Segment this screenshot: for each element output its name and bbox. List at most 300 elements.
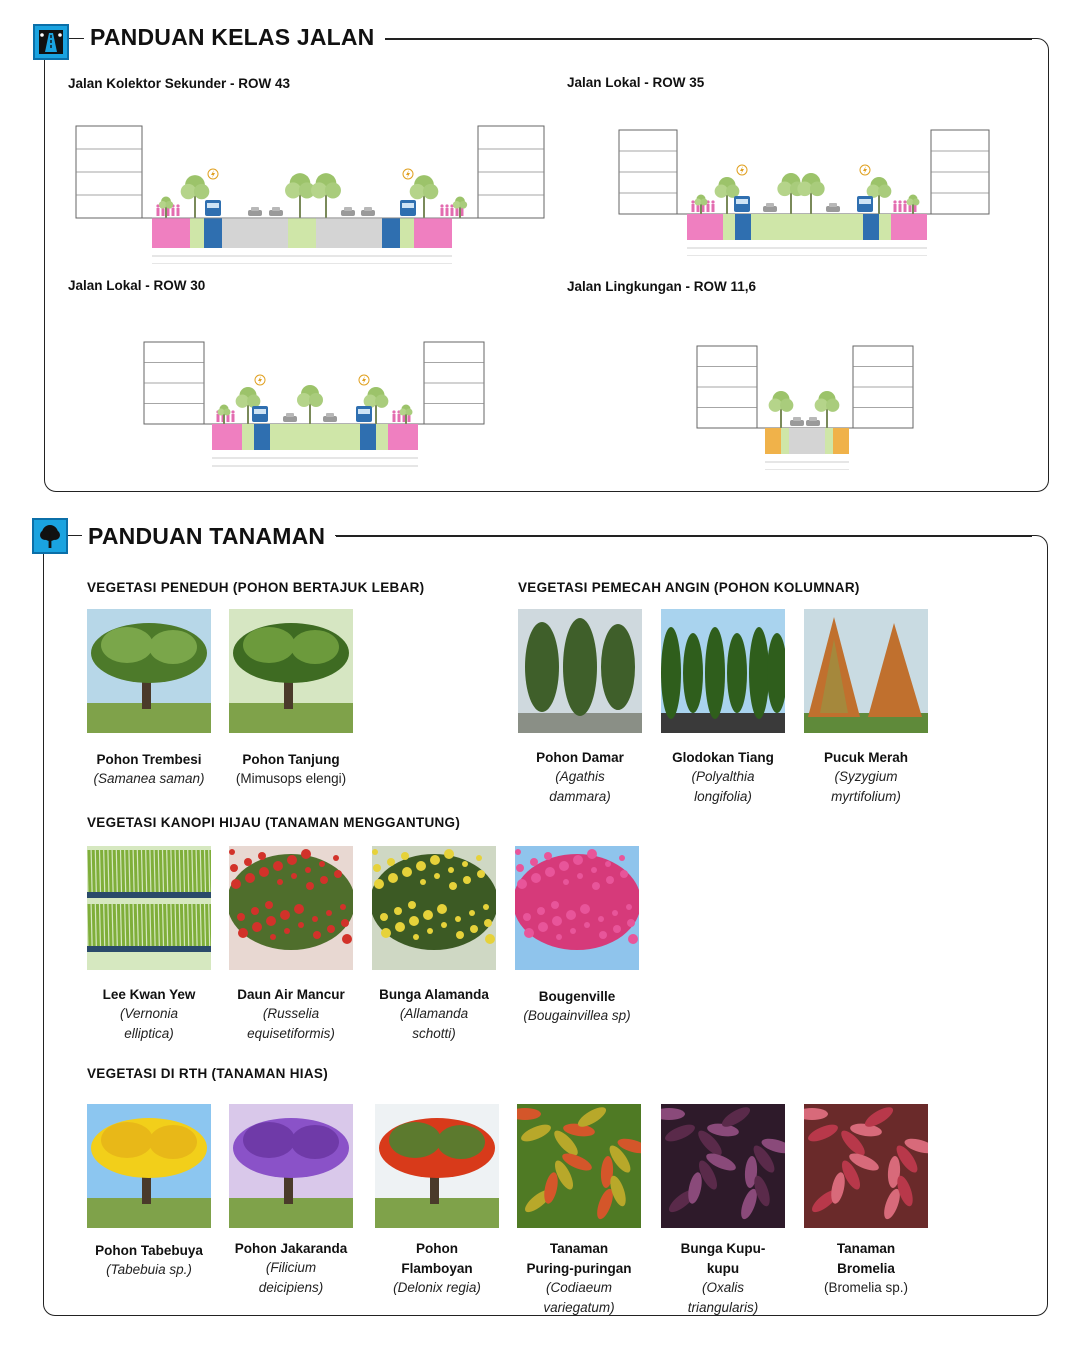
road-guide-title: PANDUAN KELAS JALAN (84, 24, 385, 51)
photo-flower (237, 913, 245, 921)
photo-flower (373, 864, 381, 872)
car-roof (286, 413, 294, 417)
photo-leaf-strand (156, 850, 157, 892)
street-section-row30 (140, 338, 488, 468)
plant-latin-name: (Allamanda (399, 1006, 469, 1021)
photo-flower (515, 849, 521, 855)
tree-crown (769, 399, 782, 412)
photo-flower (437, 904, 447, 914)
pedestrian-head (440, 204, 443, 207)
photo-flower (340, 904, 346, 910)
street-title-4: Jalan Lingkungan - ROW 11,6 (567, 279, 757, 294)
lane-segment (190, 218, 204, 248)
lane-segment (152, 218, 190, 248)
photo-flower (545, 867, 555, 877)
lane-segment (687, 214, 723, 240)
photo-leaf-strand (131, 904, 132, 946)
plant-name: Daun Air Mancur (237, 987, 345, 1002)
plant-latin-name: (Vernonia (119, 1006, 179, 1021)
lane-segment (376, 424, 388, 450)
photo-flower (408, 901, 416, 909)
plant-card-jakaranda (221, 1104, 361, 1298)
photo-flower (605, 861, 611, 867)
photo-leaf-strand (177, 904, 178, 946)
photo-leaf-strand (156, 904, 157, 946)
photo-flower (320, 876, 328, 884)
plant-name: Pucuk Merah (823, 750, 909, 765)
photo-flower (423, 910, 433, 920)
photo-tree (661, 627, 681, 719)
tree-trunk (165, 206, 167, 218)
pedestrian-body (899, 204, 902, 212)
photo-flower (342, 934, 352, 944)
lane-segment (382, 218, 400, 248)
photo-flower (455, 916, 461, 922)
tree-crown (181, 184, 196, 199)
photo-leaf-strand (202, 904, 203, 946)
lane-segment (302, 424, 328, 450)
plant-card-flamboyan (367, 1104, 507, 1298)
tree-crown (459, 201, 467, 209)
plant-card-bougenville (507, 846, 647, 1026)
photo-foliage (515, 854, 639, 950)
plant-name: Lee Kwan Yew (102, 987, 196, 1002)
tree-trunk (299, 193, 301, 218)
plant-photo (87, 846, 211, 970)
car-roof (251, 207, 259, 211)
plant-card-glodokan (653, 609, 793, 807)
plant-card-damar (510, 609, 650, 807)
photo-flower (430, 855, 440, 865)
photo-flower (298, 922, 304, 928)
pedestrian-body (446, 208, 449, 216)
tree-crown (247, 395, 260, 408)
photo-leaf-strand (165, 850, 166, 892)
plant-name: Bougenville (538, 989, 616, 1004)
pedestrian-head (711, 200, 714, 203)
tree-trunk (194, 194, 196, 218)
plant-card-daun-air-mancur (221, 846, 361, 1044)
tree-crown (913, 199, 920, 206)
photo-flower (606, 876, 614, 884)
tree-crown (406, 409, 413, 416)
photo-leaf-strand (148, 850, 149, 892)
lane-segment (270, 424, 302, 450)
car-roof (766, 203, 774, 207)
lane-segment (891, 214, 927, 240)
lane-segment (360, 424, 376, 450)
pedestrian-head (898, 200, 901, 203)
photo-leaf-strand (97, 904, 98, 946)
photo-canopy (243, 627, 295, 663)
photo-flower (441, 922, 447, 928)
photo-flower (381, 928, 391, 938)
photo-leaf-strand (169, 850, 170, 892)
photo-flower (587, 849, 597, 859)
lane-segment (879, 214, 891, 240)
tree-trunk (459, 206, 461, 218)
photo-flower (301, 849, 311, 859)
plant-photo (229, 846, 353, 970)
plant-card-tanjung (221, 609, 361, 789)
tree-trunk (325, 193, 327, 218)
plant-photo (87, 609, 211, 733)
photo-flower (266, 916, 276, 926)
tree-trunk (405, 413, 407, 424)
tree-crown (159, 201, 167, 209)
photo-leaf-strand (110, 850, 111, 892)
photo-flower (559, 861, 569, 871)
road-guide-title-rule (362, 38, 1032, 40)
photo-canopy (291, 630, 339, 664)
pedestrian-body (172, 208, 175, 216)
photo-leaf-strand (198, 904, 199, 946)
plant-latin-name: (Oxalis (701, 1280, 744, 1295)
lane-segment (793, 214, 821, 240)
plant-card-tabebuya (79, 1104, 219, 1280)
photo-flower (470, 925, 478, 933)
lane-segment (254, 424, 270, 450)
tree-crown (410, 184, 425, 199)
ev-bus-window (736, 199, 748, 204)
photo-leaf-strand (123, 850, 124, 892)
photo-leaf-strand (93, 904, 94, 946)
plant-card-bromelia (796, 1104, 936, 1298)
photo-flower (420, 879, 426, 885)
photo-leaf-strand (89, 850, 90, 892)
photo-flower (401, 852, 409, 860)
plant-latin-name: (Russelia (262, 1006, 320, 1021)
photo-flower (319, 861, 325, 867)
lane-segment (821, 214, 863, 240)
plant-name: Flamboyan (401, 1261, 473, 1276)
plant-latin-name: (Delonix regia) (393, 1280, 481, 1295)
lane-segment (751, 214, 793, 240)
plant-latin-name: variegatum) (543, 1300, 615, 1315)
pedestrian-head (903, 200, 906, 203)
plant-name: Pohon Trembesi (96, 752, 202, 767)
photo-planter (87, 892, 211, 898)
photo-leaf-strand (106, 850, 107, 892)
tree-trunk (423, 194, 425, 218)
plant-latin-name: (Tabebuia sp.) (106, 1262, 192, 1277)
lane-segment (414, 218, 452, 248)
photo-leaf-strand (177, 850, 178, 892)
photo-canopy (149, 1125, 197, 1159)
photo-flower (395, 922, 405, 932)
tree-trunk (810, 191, 812, 214)
tree-trunk (247, 403, 249, 424)
photo-flower (538, 922, 548, 932)
plant-latin-name: longifolia) (694, 789, 752, 804)
photo-flower (394, 907, 402, 915)
photo-leaf-strand (169, 904, 170, 946)
plant-latin-name: (Filicium (265, 1260, 317, 1275)
pedestrian-body (232, 414, 235, 422)
tree-trunk (878, 193, 880, 214)
photo-flower (287, 855, 297, 865)
photo-flower (229, 849, 235, 855)
road-sign-icon (33, 24, 69, 60)
tree-crown (423, 184, 438, 199)
category-title-ornamental: VEGETASI DI RTH (TANAMAN HIAS) (87, 1066, 328, 1081)
street-title-2: Jalan Lokal - ROW 35 (567, 75, 705, 90)
photo-foliage (229, 854, 353, 950)
photo-leaf-strand (97, 850, 98, 892)
tree-crown (218, 409, 225, 416)
plant-photo (518, 609, 642, 733)
photo-flower (291, 873, 297, 879)
photo-flower (592, 882, 600, 890)
photo-tree (727, 633, 747, 713)
photo-flower (580, 904, 590, 914)
photo-flower (305, 867, 311, 873)
photo-flower (626, 904, 632, 910)
plant-latin-name: deicipiens) (258, 1280, 324, 1295)
pedestrian-head (392, 410, 395, 413)
tree-trunk (912, 203, 914, 214)
photo-flower (531, 873, 541, 883)
pedestrian-body (162, 208, 165, 216)
plant-card-pucuk-merah (796, 609, 936, 807)
photo-planter (87, 946, 211, 952)
plant-latin-name: (Codiaeum (545, 1280, 613, 1295)
plant-latin-name: (Agathis (555, 769, 605, 784)
photo-leaf-strand (181, 904, 182, 946)
photo-flower (612, 910, 618, 916)
tree-crown (236, 395, 249, 408)
photo-leaf-strand (186, 904, 187, 946)
photo-flower (230, 864, 238, 872)
lane-segment (807, 428, 825, 454)
plant-latin-name: triangularis) (687, 1300, 759, 1315)
photo-flower (402, 867, 412, 877)
tree-crown (364, 395, 377, 408)
tree-crown (224, 409, 231, 416)
photo-leaf-strand (194, 850, 195, 892)
photo-flower (294, 904, 304, 914)
pedestrian-body (157, 208, 160, 216)
photo-leaf-strand (93, 850, 94, 892)
plant-name: Pohon Tabebuya (95, 1243, 203, 1258)
photo-leaf-strand (135, 850, 136, 892)
lane-segment (242, 424, 254, 450)
plant-card-alamanda (364, 846, 504, 1044)
plant-name: Pohon Damar (536, 750, 624, 765)
pedestrian-body (393, 414, 396, 422)
photo-leaf-strand (139, 850, 140, 892)
photo-tree (749, 627, 769, 719)
photo-leaf-strand (173, 850, 174, 892)
photo-leaf-strand (173, 904, 174, 946)
photo-leaf-strand (114, 904, 115, 946)
photo-flower (374, 879, 384, 889)
lane-segment (288, 218, 316, 248)
photo-flower (517, 879, 527, 889)
photo-canopy (243, 1122, 295, 1158)
photo-flower (245, 873, 255, 883)
tree-crown (297, 393, 311, 407)
street-section-row11 (693, 340, 917, 470)
photo-flower (372, 849, 378, 855)
plant-photo (804, 1104, 928, 1228)
tree-crown (726, 185, 739, 198)
photo-leaf-strand (135, 904, 136, 946)
plant-name: Tanaman (549, 1241, 609, 1256)
plant-guide-title-rule (336, 535, 1032, 537)
photo-flower (591, 867, 597, 873)
car-roof (272, 207, 280, 211)
photo-tree (705, 627, 725, 719)
photo-leaf-strand (127, 850, 128, 892)
photo-leaf-strand (102, 904, 103, 946)
photo-flower (306, 882, 314, 890)
car-roof (829, 203, 837, 207)
tree-crown (453, 201, 461, 209)
photo-tree (563, 618, 597, 716)
tree-trunk (826, 407, 828, 428)
photo-leaf-strand (106, 904, 107, 946)
plant-photo (372, 846, 496, 970)
plant-name: Bunga Kupu- (680, 1241, 766, 1256)
car-roof (809, 417, 817, 421)
tree-crown (878, 185, 891, 198)
photo-flower (244, 858, 252, 866)
photo-flower (333, 855, 339, 861)
pedestrian-head (691, 200, 694, 203)
photo-leaf-strand (186, 850, 187, 892)
pedestrian-head (445, 204, 448, 207)
tree-crown (194, 184, 209, 199)
plant-name: Bromelia (837, 1261, 895, 1276)
photo-flower (312, 916, 318, 922)
photo-flower (444, 849, 454, 859)
plant-latin-name: (Polyalthia (691, 769, 755, 784)
photo-leaf-strand (118, 904, 119, 946)
photo-leaf-strand (148, 904, 149, 946)
photo-flower (613, 925, 621, 933)
plant-guide-title: PANDUAN TANAMAN (82, 523, 335, 550)
street-title-3: Jalan Lokal - ROW 30 (68, 278, 206, 293)
photo-flower (563, 879, 569, 885)
photo-flower (584, 922, 590, 928)
tree-crown (400, 409, 407, 416)
photo-flower (627, 919, 635, 927)
pedestrian-head (176, 204, 179, 207)
photo-flower (427, 928, 433, 934)
pedestrian-body (904, 204, 907, 212)
tree-crown (815, 399, 828, 412)
photo-flower (252, 922, 262, 932)
tree-trunk (375, 403, 377, 424)
lane-segment (400, 218, 414, 248)
photo-flower (484, 919, 492, 927)
pedestrian-body (398, 414, 401, 422)
photo-flower (469, 910, 475, 916)
photo-leaf-strand (131, 850, 132, 892)
lane-segment (388, 424, 418, 450)
photo-flower (277, 879, 283, 885)
plant-card-lee-kwan-yew (79, 846, 219, 1044)
lane-segment (789, 428, 807, 454)
photo-flower (544, 852, 552, 860)
tree-crown (701, 199, 708, 206)
photo-leaf-strand (102, 850, 103, 892)
plant-photo (229, 1104, 353, 1228)
plant-latin-name: equisetiformis) (247, 1026, 335, 1041)
plant-photo (661, 1104, 785, 1228)
plant-name: Puring-puringan (526, 1261, 632, 1276)
street-section-row43 (70, 122, 550, 264)
pedestrian-body (712, 204, 715, 212)
street-title-1: Jalan Kolektor Sekunder - ROW 43 (68, 76, 291, 91)
photo-flower (556, 934, 562, 940)
plant-latin-name: (Mimusops elengi) (235, 771, 347, 786)
photo-flower (449, 882, 457, 890)
lane-segment (316, 218, 382, 248)
lane-segment (212, 424, 242, 450)
photo-flower (313, 931, 321, 939)
car-roof (344, 207, 352, 211)
photo-leaf-strand (190, 904, 191, 946)
photo-flower (259, 867, 269, 877)
photo-flower (416, 861, 426, 871)
tree-crown (309, 393, 323, 407)
lane-segment (328, 424, 360, 450)
photo-flower (524, 928, 534, 938)
plant-name: Pohon (416, 1241, 458, 1256)
photo-flower (573, 855, 583, 865)
tree-crown (826, 399, 839, 412)
plant-latin-name: (Syzygium (834, 769, 898, 784)
tree-icon (32, 518, 68, 554)
photo-flower (619, 855, 625, 861)
photo-canopy (437, 1125, 485, 1159)
plant-photo (375, 1104, 499, 1228)
lane-segment (863, 214, 879, 240)
photo-flower (551, 901, 559, 909)
tree-trunk (790, 191, 792, 214)
lane-segment (833, 428, 849, 454)
plant-card-trembesi (79, 609, 219, 789)
photo-leaf-strand (207, 850, 208, 892)
photo-leaf-strand (160, 904, 161, 946)
photo-flower (341, 919, 349, 927)
photo-canopy (149, 630, 197, 664)
photo-flower (523, 913, 531, 921)
tree-crown (165, 201, 173, 209)
photo-flower (485, 934, 495, 944)
tree-crown (867, 185, 880, 198)
photo-flower (238, 928, 248, 938)
plant-name: kupu (706, 1261, 740, 1276)
photo-flower (552, 916, 562, 926)
lane-segment (765, 428, 781, 454)
photo-foliage (372, 854, 496, 950)
pedestrian-head (231, 410, 234, 413)
lane-segment (222, 218, 288, 248)
tree-crown (311, 182, 327, 198)
photo-canopy (101, 627, 153, 663)
photo-flower (483, 904, 489, 910)
plant-name: Tanaman (836, 1241, 896, 1256)
ev-bus-window (207, 203, 219, 208)
photo-flower (231, 879, 241, 889)
category-title-shade: VEGETASI PENEDUH (POHON BERTAJUK LEBAR) (87, 580, 425, 595)
photo-flower (280, 910, 290, 920)
photo-flower (409, 916, 419, 926)
lane-segment (781, 428, 789, 454)
